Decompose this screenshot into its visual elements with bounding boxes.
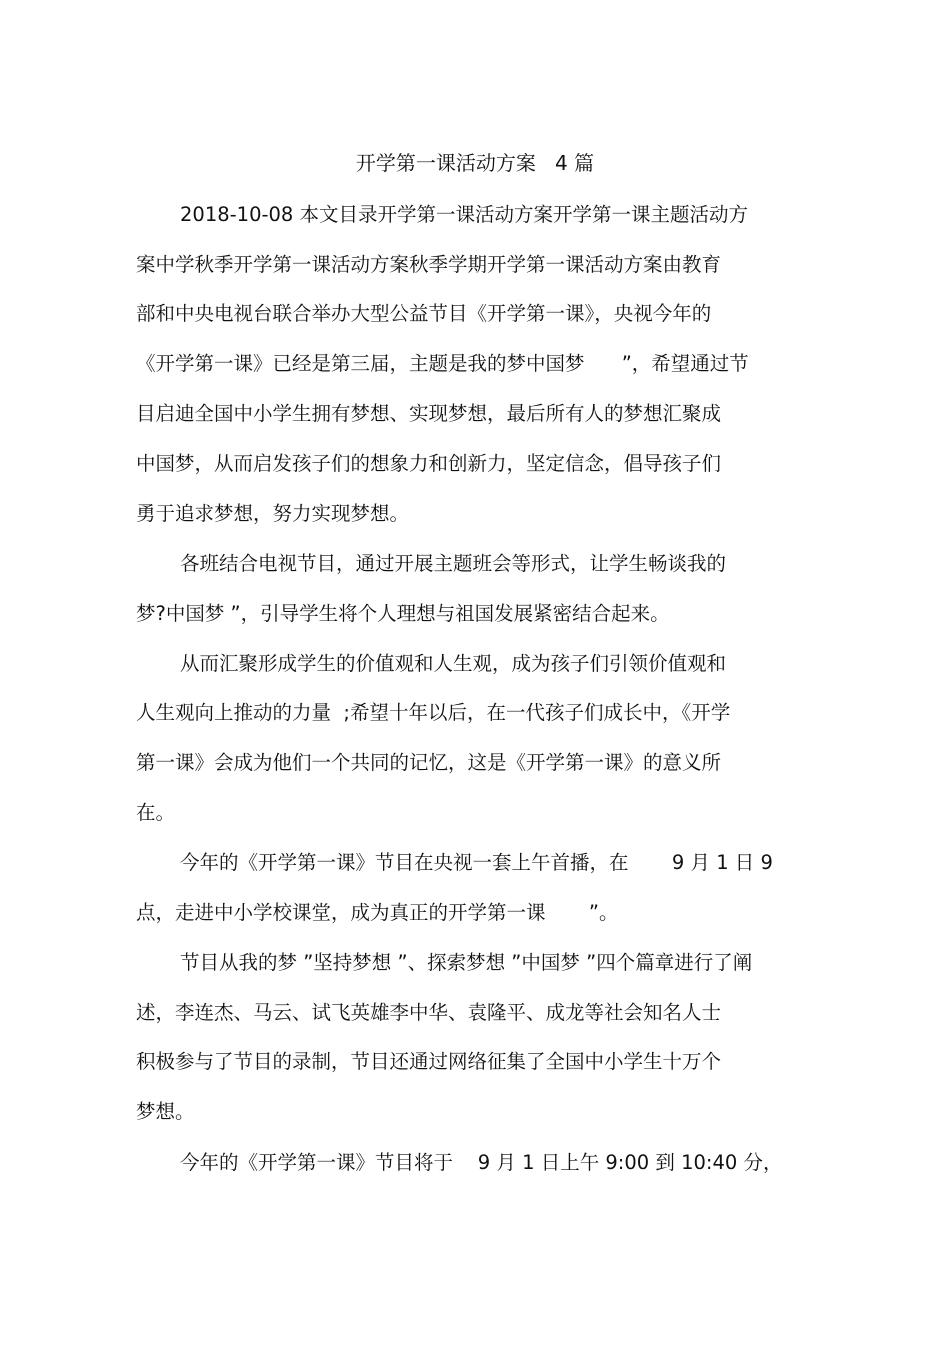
text-line: 今年的《开学第一课》节目在央视一套上午首播，在 9 月 1 日 9 — [180, 851, 773, 874]
text-line: 梦?中国梦 ”，引导学生将个人理想与祖国发展紧密结合起来。 — [136, 602, 670, 625]
text-line: 节目从我的梦 ”坚持梦想 ”、探索梦想 ”中国梦 ”四个篇章进行了阐 — [180, 951, 753, 974]
text-line: 《开学第一课》已经是第三届，主题是我的梦中国梦 ”，希望通过节 — [136, 352, 749, 375]
text-line: 案中学秋季开学第一课活动方案秋季学期开学第一课活动方案由教育 — [136, 253, 722, 276]
text-line: 点，走进中小学校课堂，成为真正的开学第一课 ”。 — [136, 901, 619, 924]
text-line: 勇于追求梦想，努力实现梦想。 — [136, 502, 410, 525]
document-title: 开学第一课活动方案 4 篇 — [355, 151, 595, 175]
text-line: 积极参与了节目的录制，节目还通过网络征集了全国中小学生十万个 — [136, 1050, 722, 1073]
text-line: 今年的《开学第一课》节目将于 9 月 1 日上午 9:00 到 10:40 分， — [180, 1151, 783, 1174]
text-line: 部和中央电视台联合举办大型公益节目《开学第一课》，央视今年的 — [136, 302, 712, 325]
text-line: 2018-10-08 本文目录开学第一课活动方案开学第一课主题活动方 — [180, 203, 749, 226]
text-line: 在。 — [136, 801, 176, 824]
text-line: 述，李连杰、马云、试飞英雄李中华、袁隆平、成龙等社会知名人士 — [136, 1001, 722, 1024]
text-line: 从而汇聚形成学生的价值观和人生观，成为孩子们引领价值观和 — [180, 652, 727, 675]
text-line: 梦想。 — [136, 1100, 195, 1123]
text-line: 目启迪全国中小学生拥有梦想、实现梦想，最后所有人的梦想汇聚成 — [136, 402, 722, 425]
text-line: 中国梦，从而启发孩子们的想象力和创新力，坚定信念，倡导孩子们 — [136, 452, 722, 475]
text-line: 第一课》会成为他们一个共同的记忆，这是《开学第一课》的意义所 — [136, 751, 722, 774]
text-line: 人生观向上推动的力量 ;希望十年以后，在一代孩子们成长中，《开学 — [136, 701, 731, 724]
text-line: 各班结合电视节目，通过开展主题班会等形式，让学生畅谈我的 — [180, 552, 727, 575]
